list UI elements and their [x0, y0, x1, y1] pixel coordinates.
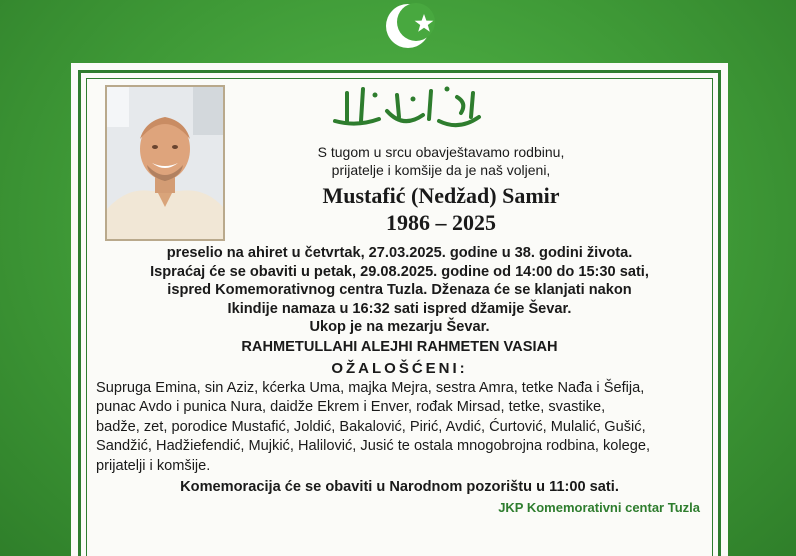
detail-line: ispred Komemorativnog centra Tuzla. Dženaza će se klanjati nakon: [167, 282, 632, 298]
publisher-footer: JKP Komemorativni centar Tuzla: [498, 500, 700, 515]
mourners-line: punac Avdo i punica Nura, daidže Ekrem i Enver, rođak Mirsad, tetke, svastike,: [96, 399, 606, 416]
prayer-line: RAHMETULLAHI ALEJHI RAHMETEN VASIAH: [241, 339, 558, 355]
mourners-heading: OŽALOŠĆENI:: [331, 360, 468, 377]
funeral-details: [91, 244, 708, 337]
detail-line: Ikindije namaza u 16:32 sati ispred džamije Ševar.: [227, 300, 572, 317]
intro-line: prijatelje i komšije da je naš voljeni,: [331, 162, 551, 178]
deceased-photo: [105, 85, 225, 241]
detail-line: Ispraćaj će se obaviti u petak, 29.08.2025. godine od 14:00 do 15:30 sati,: [150, 263, 649, 280]
mourners-line: Sandžić, Hadžiefendić, Mujkić, Halilović, Jusić te ostala mnogobrojna rodbina, kolege,: [96, 438, 651, 455]
commemoration-line: Komemoracija će se obaviti u Narodnom pozorištu u 11:00 sati.: [180, 479, 619, 495]
intro-line: S tugom u srcu obavještavamo rodbinu,: [317, 144, 565, 160]
detail-line: preselio na ahiret u četvrtak, 27.03.2025. godine u 38. godini života.: [166, 245, 633, 261]
arabic-calligraphy: [327, 81, 487, 135]
mourners-line: Supruga Emina, sin Aziz, kćerka Uma, majka Mejra, sestra Amra, tetke Nađa i Šefija,: [96, 380, 645, 396]
deceased-name: Mustafić (Nedžad) Samir: [322, 183, 560, 208]
crescent-and-star-icon: [380, 0, 442, 62]
intro-text: [271, 143, 611, 179]
obituary-notice: [71, 63, 728, 556]
mourners-list: [96, 379, 706, 476]
mourners-line: prijatelji i komšije.: [96, 457, 211, 474]
detail-line: Ukop je na mezarju Ševar.: [309, 319, 490, 335]
life-years: 1986 – 2025: [386, 210, 496, 235]
mourners-line: badže, zet, porodice Mustafić, Joldić, Bakalović, Pirić, Avdić, Ćurtović, Mulalić, Gušić,: [96, 418, 646, 435]
